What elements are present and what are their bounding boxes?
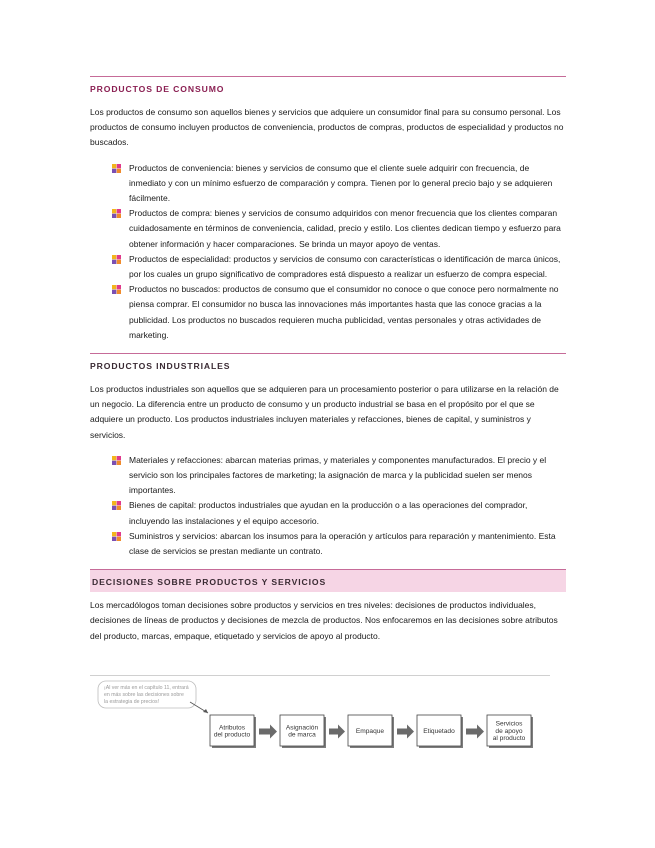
diagram-arrow (397, 725, 414, 739)
bullet-icon (112, 164, 121, 173)
diagram-arrow (259, 725, 277, 739)
section-heading: PRODUCTOS DE CONSUMO (90, 76, 566, 99)
bullet-list (90, 161, 566, 343)
diagram-box-label: de marca (288, 731, 316, 739)
list-item-text: Productos no buscados: productos de consumo que el consumidor no conoce o que conoce pero normalmente no piensa comprar. El consumidor no busca las innovaciones más importantes hasta que las conoce gracias a la publicidad. Los productos no buscados requieren mucha publicidad, ventas personales y otras actividades de marketing. (129, 284, 559, 340)
bullet-icon (112, 255, 121, 264)
list-item (112, 453, 566, 499)
diagram-arrow (329, 725, 345, 739)
diagram-box-label: de apoyo (495, 727, 523, 735)
diagram-arrow (466, 725, 484, 739)
list-item-text: Suministros y servicios: abarcan los insumos para la operación y artículos para reparación y mantenimiento. Esta clase de servicios se prestan mediante un contrato. (129, 530, 556, 557)
diagram-box-label: del producto (213, 731, 251, 739)
list-item (112, 161, 566, 207)
bullet-icon (112, 285, 121, 294)
document-page (90, 72, 566, 650)
list-item (112, 498, 566, 528)
list-item-text: Materiales y refacciones: abarcan materias primas, y materiales y componentes manufacturados. El precio y el servicio son los principales factores de marketing; la asignación de marca y la publicidad suelen ser menos importantes. (129, 454, 547, 496)
diagram-note-text: la estrategia de precios! (104, 699, 160, 705)
list-item (112, 252, 566, 282)
bullet-icon (112, 501, 121, 510)
bullet-icon (112, 456, 121, 465)
list-item-text: Bienes de capital: productos industriales que ayudan en la producción o a las operaciones del comprador, incluyendo las instalaciones y el equipo accesorio. (129, 500, 528, 526)
diagram-box-label: Asignación (285, 724, 319, 732)
section-consumer-products (90, 76, 566, 343)
section-heading: DECISIONES SOBRE PRODUCTOS Y SERVICIOS (90, 569, 566, 592)
diagram-note-text: en más sobre las decisiones sobre (104, 692, 184, 698)
bullet-list (90, 453, 566, 559)
section-intro: Los productos industriales son aquellos que se adquieren para un procesamiento posterior o para utilizarse en la relación de un negocio. La diferencia entre un producto de consumo y un producto industrial se basa en el propósito por el que se adquiere un producto. Los productos industriales incluyen materiales y refacciones, bienes de capital, y suministros y servicios. (90, 384, 559, 440)
section-industrial-products (90, 353, 566, 559)
diagram-box-label: al producto (492, 735, 526, 743)
diagram-box-label: Atributos (218, 724, 246, 732)
section-heading: PRODUCTOS INDUSTRIALES (90, 353, 566, 376)
section-intro: Los productos de consumo son aquellos bienes y servicios que adquiere un consumidor final para su consumo personal. Los productos de consumo incluyen productos de conveniencia, productos de compras, productos de especialidad y productos no buscados. (90, 107, 564, 148)
diagram-box-label: Empaque (355, 727, 385, 735)
diagram-box-label: Etiquetado (423, 727, 455, 735)
list-item (112, 206, 566, 252)
list-item-text: Productos de especialidad: productos y servicios de consumo con características o identificación de marca únicos, por los cuales un grupo significativo de compradores está dispuesto a realizar un esfuerzo de compra especial. (129, 253, 561, 280)
diagram-note-arrowhead (203, 709, 208, 713)
product-decisions-diagram (90, 675, 550, 768)
diagram-box-label: Servicios (495, 720, 523, 728)
diagram-svg (90, 676, 550, 768)
list-item-text: Productos de conveniencia: bienes y servicios de consumo que el cliente suele adquirir con frecuencia, de inmediato y con un mínimo esfuerzo de comparación y compra. Tienen por lo general precio bajo y se adquieren fácilmente. (129, 162, 553, 204)
list-item-text: Productos de compra: bienes y servicios de consumo adquiridos con menor frecuencia que los clientes comparan cuidadosamente en términos de conveniencia, calidad, precio y estilo. Los clientes dedican tiempo y esfuerzo para obtener información y hacer comparaciones. Se brinda un mayor apoyo de ventas. (129, 208, 561, 249)
section-intro: Los mercadólogos toman decisiones sobre productos y servicios en tres niveles: decisiones de productos individuales, decisiones de líneas de productos y decisiones de mezcla de productos. Nos enfocaremos en las decisiones sobre atributos del producto, marcas, empaque, etiquetado y servicios de apoyo al producto. (90, 600, 558, 641)
bullet-icon (112, 532, 121, 541)
diagram-note-text: ¡Al ver más en el capítulo 11, entrará (104, 685, 189, 691)
list-item (112, 529, 566, 559)
bullet-icon (112, 209, 121, 218)
list-item (112, 282, 566, 343)
section-product-decisions (90, 569, 566, 644)
